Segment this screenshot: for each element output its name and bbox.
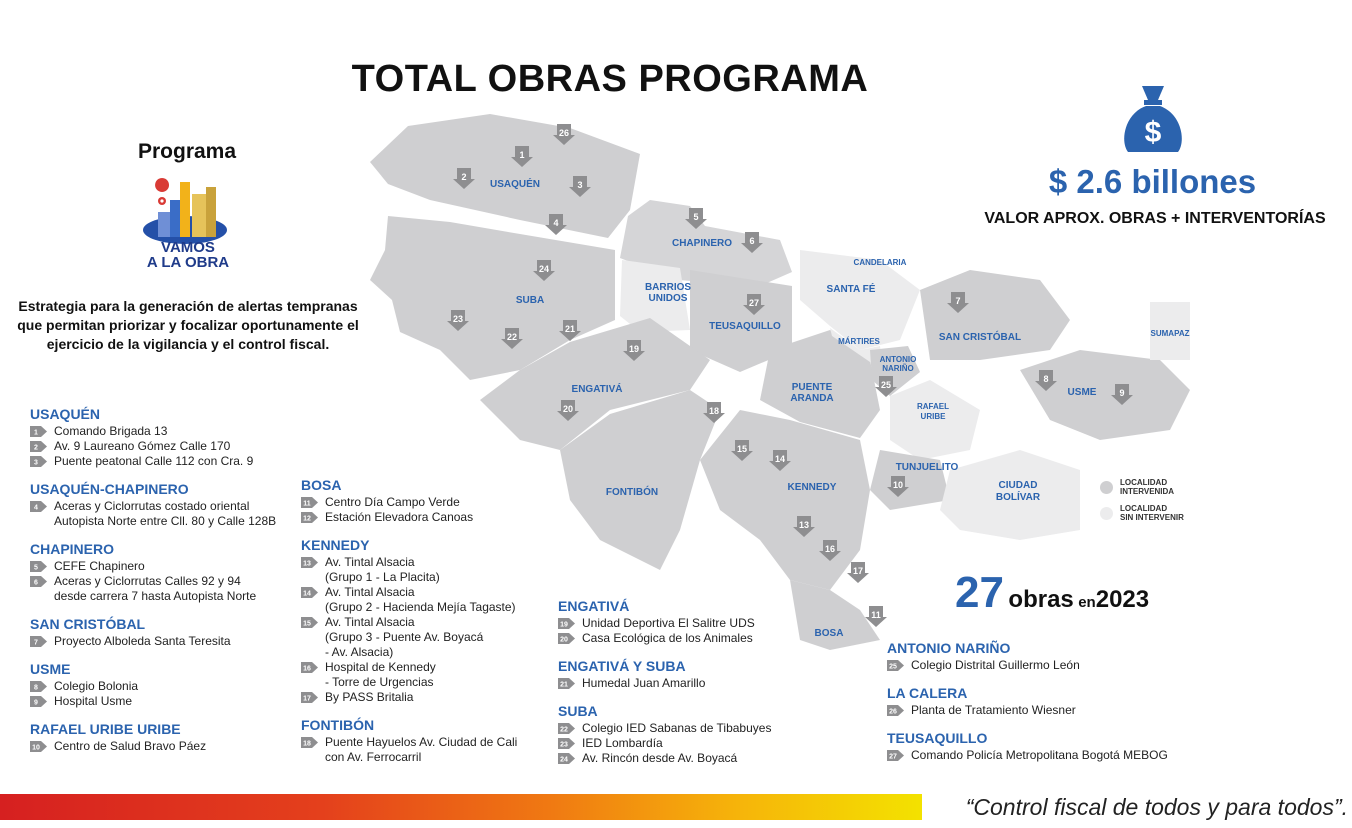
section-antonio-narino: [887, 640, 1187, 673]
total-amount-subtitle: VALOR APROX. OBRAS + INTERVENTORÍAS: [984, 210, 1326, 227]
svg-text:23: 23: [560, 741, 568, 749]
map-san-cristobal: [920, 270, 1070, 360]
obras-count-word: obras: [1008, 586, 1074, 613]
list-item-text: Puente peatonal Calle 112 con Cra. 9: [54, 454, 254, 468]
section-san-cristobal: [30, 616, 300, 649]
list-item: [558, 616, 778, 631]
svg-text:15: 15: [303, 620, 311, 628]
number-arrow-icon: [301, 692, 318, 703]
list-item: [30, 634, 300, 649]
map-label-barrios-unidos-1: BARRIOS: [644, 282, 692, 293]
map-tunjuelito: [870, 450, 950, 510]
number-arrow-icon: [30, 456, 47, 467]
number-arrow-icon: [558, 678, 575, 689]
map-label-engativa: ENGATIVÁ: [571, 384, 623, 395]
list-item: [30, 439, 300, 454]
map-usme: [1020, 350, 1190, 440]
map-label-teusaquillo: TEUSAQUILLO: [709, 321, 781, 332]
number-arrow-icon: [558, 633, 575, 644]
total-amount: $ 2.6 billones: [1048, 163, 1257, 200]
map-label-puente-aranda-2: ARANDA: [790, 393, 834, 404]
map-marker-number: 10: [892, 480, 904, 490]
list-item-text: Centro Día Campo Verde: [325, 495, 460, 509]
list-item: [558, 721, 778, 736]
map-marker-number: 13: [798, 520, 810, 530]
section-fontibon: [301, 717, 551, 765]
map-marker-17: [847, 562, 869, 583]
map-marker-number: 16: [824, 544, 836, 554]
map-marker-number: 2: [461, 172, 467, 182]
number-arrow-icon: [30, 636, 47, 647]
svg-text:4: 4: [34, 504, 38, 512]
number-arrow-icon: [30, 501, 47, 512]
list-item: [301, 555, 551, 585]
map-label-santa-fe: SANTA FÉ: [826, 284, 876, 295]
section-rafael-uribe: [30, 721, 300, 754]
list-item-text: Colegio IED Sabanas de Tibabuyes: [582, 721, 772, 735]
number-arrow-icon: [301, 617, 318, 628]
list-item-text: Av. Tintal Alsacia (Grupo 3 - Puente Av. Boyacá - Av. Alsacia): [325, 615, 484, 659]
section-title: BOSA: [301, 477, 342, 493]
programa-label: Programa: [138, 140, 237, 163]
list-item: [301, 615, 551, 660]
list-item: [301, 495, 551, 510]
section-kennedy: [301, 537, 551, 705]
svg-text:2: 2: [34, 444, 38, 452]
svg-text:24: 24: [560, 756, 568, 764]
map-marker-number: 8: [1043, 374, 1049, 384]
section-usaquen-chapinero: [30, 481, 300, 529]
number-arrow-icon: [887, 660, 904, 671]
svg-text:20: 20: [560, 636, 568, 644]
svg-text:19: 19: [560, 621, 568, 629]
map-legend: [1100, 478, 1184, 530]
footer-slogan: “Control fiscal de todos y para todos”.: [965, 794, 1348, 820]
map-marker-number: 7: [955, 296, 961, 306]
money-bag-icon: [1120, 80, 1186, 160]
svg-text:27: 27: [889, 753, 897, 761]
number-arrow-icon: [301, 497, 318, 508]
map-marker-number: 3: [577, 180, 583, 190]
map-label-chapinero: CHAPINERO: [671, 238, 733, 249]
section-la-calera: [887, 685, 1187, 718]
svg-text:13: 13: [303, 560, 311, 568]
obras-count: [955, 568, 1149, 618]
map-label-usaquen: USAQUÉN: [489, 179, 541, 190]
list-item-text: Comando Policía Metropolitana Bogotá MEBOG: [911, 748, 1168, 762]
section-title: ANTONIO NARIÑO: [887, 640, 1011, 656]
map-label-candelaria: CANDELARIA: [853, 258, 907, 267]
map-marker-number: 14: [774, 454, 786, 464]
map-label-puente-aranda-1: PUENTE: [791, 382, 833, 393]
legend-dot-sin-intervenir: [1100, 507, 1113, 520]
section-title: CHAPINERO: [30, 541, 115, 557]
list-item-text: Proyecto Alboleda Santa Teresita: [54, 634, 231, 648]
legend-intervenida: [1100, 478, 1184, 496]
list-item: [30, 424, 300, 439]
section-title: LA CALERA: [887, 685, 968, 701]
svg-text:9: 9: [34, 699, 38, 707]
list-item-text: Aceras y Ciclorrutas costado oriental Autopista Norte entre Cll. 80 y Calle 128B: [54, 499, 277, 528]
number-arrow-icon: [558, 738, 575, 749]
map-marker-number: 9: [1119, 388, 1125, 398]
svg-text:22: 22: [560, 726, 568, 734]
map-label-san-cristobal: SAN CRISTÓBAL: [938, 332, 1022, 343]
svg-text:16: 16: [303, 665, 311, 673]
section-title: ENGATIVÁ: [558, 598, 630, 614]
map-label-ciudad-bolivar-2: BOLÍVAR: [995, 492, 1041, 503]
list-item-text: By PASS Britalia: [325, 690, 414, 704]
section-title: RAFAEL URIBE URIBE: [30, 721, 181, 737]
list-item-text: Colegio Distrital Guillermo León: [911, 658, 1080, 672]
map-marker-number: 6: [749, 236, 755, 246]
map-marker-number: 15: [736, 444, 748, 454]
list-item-text: Av. 9 Laureano Gómez Calle 170: [54, 439, 231, 453]
logo-text: [128, 240, 248, 270]
list-item-text: Planta de Tratamiento Wiesner: [911, 703, 1076, 717]
map-label-ciudad-bolivar-1: CIUDAD: [998, 480, 1038, 491]
map-label-bosa: BOSA: [814, 628, 844, 639]
section-suba: [558, 703, 778, 766]
list-item: [558, 631, 778, 646]
svg-text:1: 1: [34, 429, 38, 437]
svg-text:26: 26: [889, 708, 897, 716]
strategy-text: Estrategia para la generación de alertas tempranas que permitan priorizar y focalizar oportunamente el ejercicio de la vigilancia y el control fiscal.: [17, 298, 359, 352]
number-arrow-icon: [30, 561, 47, 572]
number-arrow-icon: [558, 618, 575, 629]
number-arrow-icon: [30, 696, 47, 707]
legend-label-sin-intervenir: LOCALIDAD SIN INTERVENIR: [1120, 504, 1184, 522]
map-marker-number: 25: [880, 380, 892, 390]
list-item: [301, 585, 551, 615]
page-title: TOTAL OBRAS PROGRAMA: [351, 58, 869, 100]
number-arrow-icon: [887, 750, 904, 761]
list-item: [30, 679, 300, 694]
list-item: [30, 694, 300, 709]
list-item-text: Unidad Deportiva El Salitre UDS: [582, 616, 755, 630]
list-item-text: Casa Ecológica de los Animales: [582, 631, 753, 645]
section-title: SUBA: [558, 703, 598, 719]
map-marker-number: 24: [538, 264, 550, 274]
section-usaquen: [30, 406, 300, 469]
map-label-kennedy: KENNEDY: [787, 482, 837, 493]
list-item: [30, 739, 300, 754]
svg-text:8: 8: [34, 684, 38, 692]
number-arrow-icon: [301, 662, 318, 673]
legend-sin-intervenir: [1100, 504, 1184, 522]
number-arrow-icon: [30, 576, 47, 587]
list-item-text: Hospital de Kennedy - Torre de Urgencias: [325, 660, 436, 689]
map-marker-number: 1: [519, 150, 525, 160]
number-arrow-icon: [30, 741, 47, 752]
list-item-text: Puente Hayuelos Av. Ciudad de Cali con Av. Ferrocarril: [325, 735, 518, 764]
list-item: [558, 676, 778, 691]
section-teusaquillo: [887, 730, 1187, 763]
section-bosa: [301, 477, 551, 525]
number-arrow-icon: [558, 723, 575, 734]
list-item: [30, 559, 300, 574]
list-item-text: Colegio Bolonia: [54, 679, 139, 693]
svg-text:12: 12: [303, 515, 311, 523]
list-item: [558, 736, 778, 751]
map-label-martires: MÁRTIRES: [838, 337, 880, 346]
map-label-antonio-narino-1: ANTONIO: [879, 355, 917, 364]
list-item: [887, 658, 1187, 673]
list-item-text: Estación Elevadora Canoas: [325, 510, 474, 524]
list-item: [301, 735, 551, 765]
list-column-4: [887, 640, 1187, 775]
number-arrow-icon: [301, 512, 318, 523]
legend-dot-intervenida: [1100, 481, 1113, 494]
list-item: [301, 690, 551, 705]
list-item-text: Hospital Usme: [54, 694, 133, 708]
section-title: USAQUÉN: [30, 406, 101, 422]
obras-count-en: en: [1078, 594, 1096, 611]
number-arrow-icon: [301, 737, 318, 748]
number-arrow-icon: [301, 557, 318, 568]
list-column-3: [558, 598, 778, 778]
logo-text-line1: VAMOS: [161, 239, 215, 256]
number-arrow-icon: [301, 587, 318, 598]
map-label-suba: SUBA: [515, 295, 545, 306]
map-label-usme: USME: [1067, 387, 1097, 398]
section-title: TEUSAQUILLO: [887, 730, 988, 746]
svg-text:18: 18: [303, 740, 311, 748]
map-label-fontibon: FONTIBÓN: [605, 487, 659, 498]
list-item: [558, 751, 778, 766]
map-label-rafael-uribe-1: RAFAEL: [917, 402, 949, 411]
svg-text:7: 7: [34, 639, 38, 647]
number-arrow-icon: [30, 426, 47, 437]
svg-text:14: 14: [303, 590, 311, 598]
svg-text:$: $: [1144, 116, 1162, 149]
section-title: USAQUÉN-CHAPINERO: [30, 481, 189, 497]
map-marker-number: 11: [871, 610, 881, 620]
section-title: ENGATIVÁ Y SUBA: [558, 658, 686, 674]
map-marker-number: 27: [748, 298, 760, 308]
map-marker-number: 22: [506, 332, 518, 342]
map-marker-number: 21: [564, 324, 576, 334]
svg-text:6: 6: [34, 579, 38, 587]
list-item: [301, 510, 551, 525]
section-engativa-suba: [558, 658, 778, 691]
map-label-sumapaz: SUMAPAZ: [1150, 329, 1190, 338]
svg-text:25: 25: [889, 663, 897, 671]
map-label-antonio-narino-2: NARIÑO: [882, 364, 914, 373]
list-item-text: Humedal Juan Amarillo: [582, 676, 706, 690]
list-item-text: Aceras y Ciclorrutas Calles 92 y 94 desde carrera 7 hasta Autopista Norte: [54, 574, 257, 603]
list-item-text: Av. Tintal Alsacia (Grupo 2 - Hacienda Mejía Tagaste): [325, 585, 516, 614]
list-item-text: IED Lombardía: [582, 736, 663, 750]
svg-text:3: 3: [34, 459, 38, 467]
map-marker-number: 26: [558, 128, 570, 138]
map-marker-number: 19: [628, 344, 640, 354]
svg-text:21: 21: [560, 681, 568, 689]
map-marker-number: 5: [693, 212, 699, 222]
number-arrow-icon: [30, 441, 47, 452]
list-item: [30, 574, 300, 604]
number-arrow-icon: [887, 705, 904, 716]
list-item-text: Centro de Salud Bravo Páez: [54, 739, 207, 753]
section-title: SAN CRISTÓBAL: [30, 616, 146, 632]
list-item: [887, 748, 1187, 763]
list-item: [30, 454, 300, 469]
svg-text:11: 11: [303, 500, 311, 508]
list-item-text: Av. Tintal Alsacia (Grupo 1 - La Placita): [325, 555, 440, 584]
section-title: USME: [30, 661, 71, 677]
map-marker-number: 18: [708, 406, 720, 416]
map-label-barrios-unidos-2: UNIDOS: [648, 293, 688, 304]
svg-text:17: 17: [303, 695, 311, 703]
section-usme: [30, 661, 300, 709]
list-item-text: CEFE Chapinero: [54, 559, 145, 573]
footer-color-bar: [0, 794, 922, 820]
list-item: [301, 660, 551, 690]
svg-text:10: 10: [32, 744, 40, 752]
map-bosa: [790, 580, 880, 650]
obras-count-year: 2023: [1095, 586, 1150, 613]
map-marker-number: 23: [452, 314, 464, 324]
legend-label-intervenida: LOCALIDAD INTERVENIDA: [1120, 478, 1175, 496]
map-label-rafael-uribe-2: URIBE: [920, 412, 946, 421]
list-column-2: [301, 477, 551, 777]
number-arrow-icon: [30, 681, 47, 692]
section-title: KENNEDY: [301, 537, 370, 553]
logo-text-line2: A LA OBRA: [146, 254, 230, 271]
map-label-tunjuelito: TUNJUELITO: [895, 462, 959, 473]
section-chapinero: [30, 541, 300, 604]
map-marker-number: 20: [562, 404, 574, 414]
map-marker-number: 4: [553, 218, 559, 228]
list-item: [30, 499, 300, 529]
list-item: [887, 703, 1187, 718]
number-arrow-icon: [558, 753, 575, 764]
map-marker-number: 17: [852, 566, 864, 576]
list-item-text: Av. Rincón desde Av. Boyacá: [582, 751, 738, 765]
svg-text:5: 5: [34, 564, 38, 572]
section-engativa: [558, 598, 778, 646]
section-title: FONTIBÓN: [301, 717, 375, 733]
obras-count-number: 27: [955, 568, 1004, 617]
list-column-1: [30, 406, 300, 766]
list-item-text: Comando Brigada 13: [54, 424, 168, 438]
map-kennedy: [700, 410, 870, 590]
